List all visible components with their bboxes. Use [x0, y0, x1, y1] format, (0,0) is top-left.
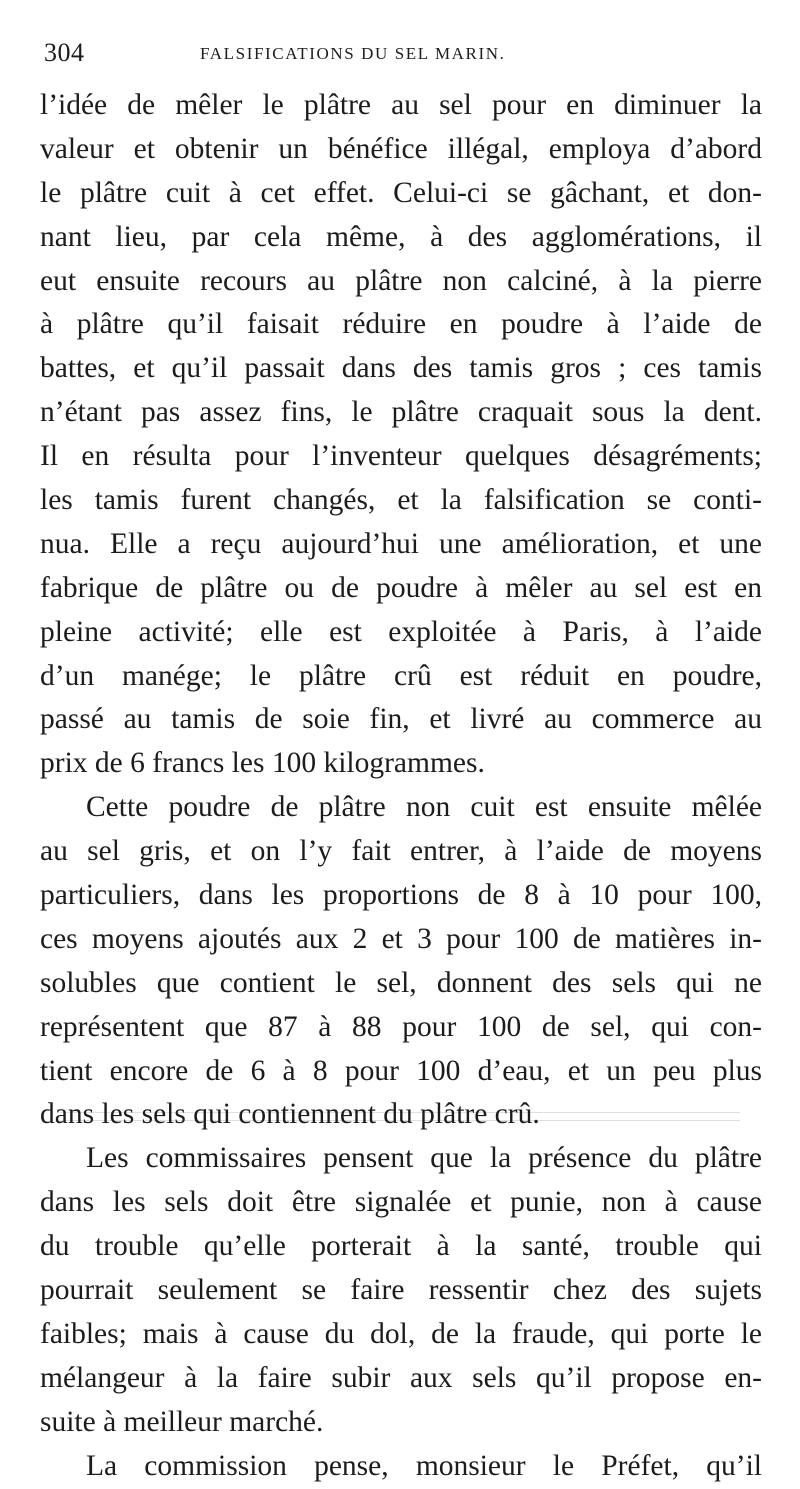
text-line: valeur et obtenir un bénéfice illégal, employa d’abord [40, 132, 762, 165]
text-line: ces moyens ajoutés aux 2 et 3 pour 100 de matières in- [40, 922, 762, 955]
text-line: battes, et qu’il passait dans des tamis gros ; ces tamis [40, 352, 762, 385]
text-line: à plâtre qu’il faisait réduire en poudre à l’aide de [40, 308, 762, 341]
running-head: FALSIFICATIONS DU SEL MARIN. [200, 44, 506, 63]
text-line: dans les sels qui contiennent du plâtre crû. [40, 1098, 540, 1131]
text-line: l’idée de mêler le plâtre au sel pour en diminuer la [40, 89, 762, 121]
text-line: particuliers, dans les proportions de 8 à 10 pour 100, [40, 879, 762, 912]
text-line: mélangeur à la faire subir aux sels qu’il propose en- [40, 1361, 762, 1394]
text-line: d’un manége; le plâtre crû est réduit en poudre, [40, 659, 762, 692]
text-line: au sel gris, et on l’y fait entrer, à l’aide de moyens [40, 835, 762, 868]
text-line: du trouble qu’elle porterait à la santé, trouble qui [40, 1230, 762, 1263]
text-line: Cette poudre de plâtre non cuit est ensuite mêlée [86, 791, 762, 824]
text-line: tient encore de 6 à 8 pour 100 d’eau, et un peu plus [40, 1054, 762, 1087]
text-line: solubles que contient le sel, donnent des sels qui ne [40, 966, 762, 999]
text-line: n’étant pas assez fins, le plâtre craquait sous la dent. [40, 396, 762, 429]
page-number: 304 [44, 38, 85, 67]
text-line: représentent que 87 à 88 pour 100 de sel, qui con- [40, 1010, 762, 1043]
text-line: prix de 6 francs les 100 kilogrammes. [40, 747, 485, 780]
text-line: fabrique de plâtre ou de poudre à mêler au sel est en [40, 571, 762, 604]
text-line: pleine activité; elle est exploitée à Paris, à l’aide [40, 615, 762, 648]
text-line: le plâtre cuit à cet effet. Celui-ci se gâchant, et don- [40, 176, 762, 209]
text-line: Il en résulta pour l’inventeur quelques désagréments; [40, 440, 762, 473]
page-header [44, 38, 760, 68]
text-line: passé au tamis de soie fin, et livré au commerce au [40, 703, 762, 736]
text-line: nant lieu, par cela même, à des agglomérations, il [40, 220, 762, 253]
text-line: La commission pense, monsieur le Préfet, qu’il [86, 1449, 762, 1482]
text-line: les tamis furent changés, et la falsification se conti- [40, 484, 762, 517]
text-line: pourrait seulement se faire ressentir chez des sujets [40, 1274, 762, 1307]
text-line: dans les sels doit être signalée et punie, non à cause [40, 1186, 762, 1219]
body-text [40, 84, 762, 1489]
text-line: suite à meilleur marché. [40, 1405, 324, 1438]
text-line: nua. Elle a reçu aujourd’hui une amélioration, et une [40, 527, 762, 560]
text-line: faibles; mais à cause du dol, de la fraude, qui porte le [40, 1317, 762, 1350]
text-line: Les commissaires pensent que la présence du plâtre [86, 1142, 762, 1175]
text-line: eut ensuite recours au plâtre non calciné, à la pierre [40, 264, 762, 297]
